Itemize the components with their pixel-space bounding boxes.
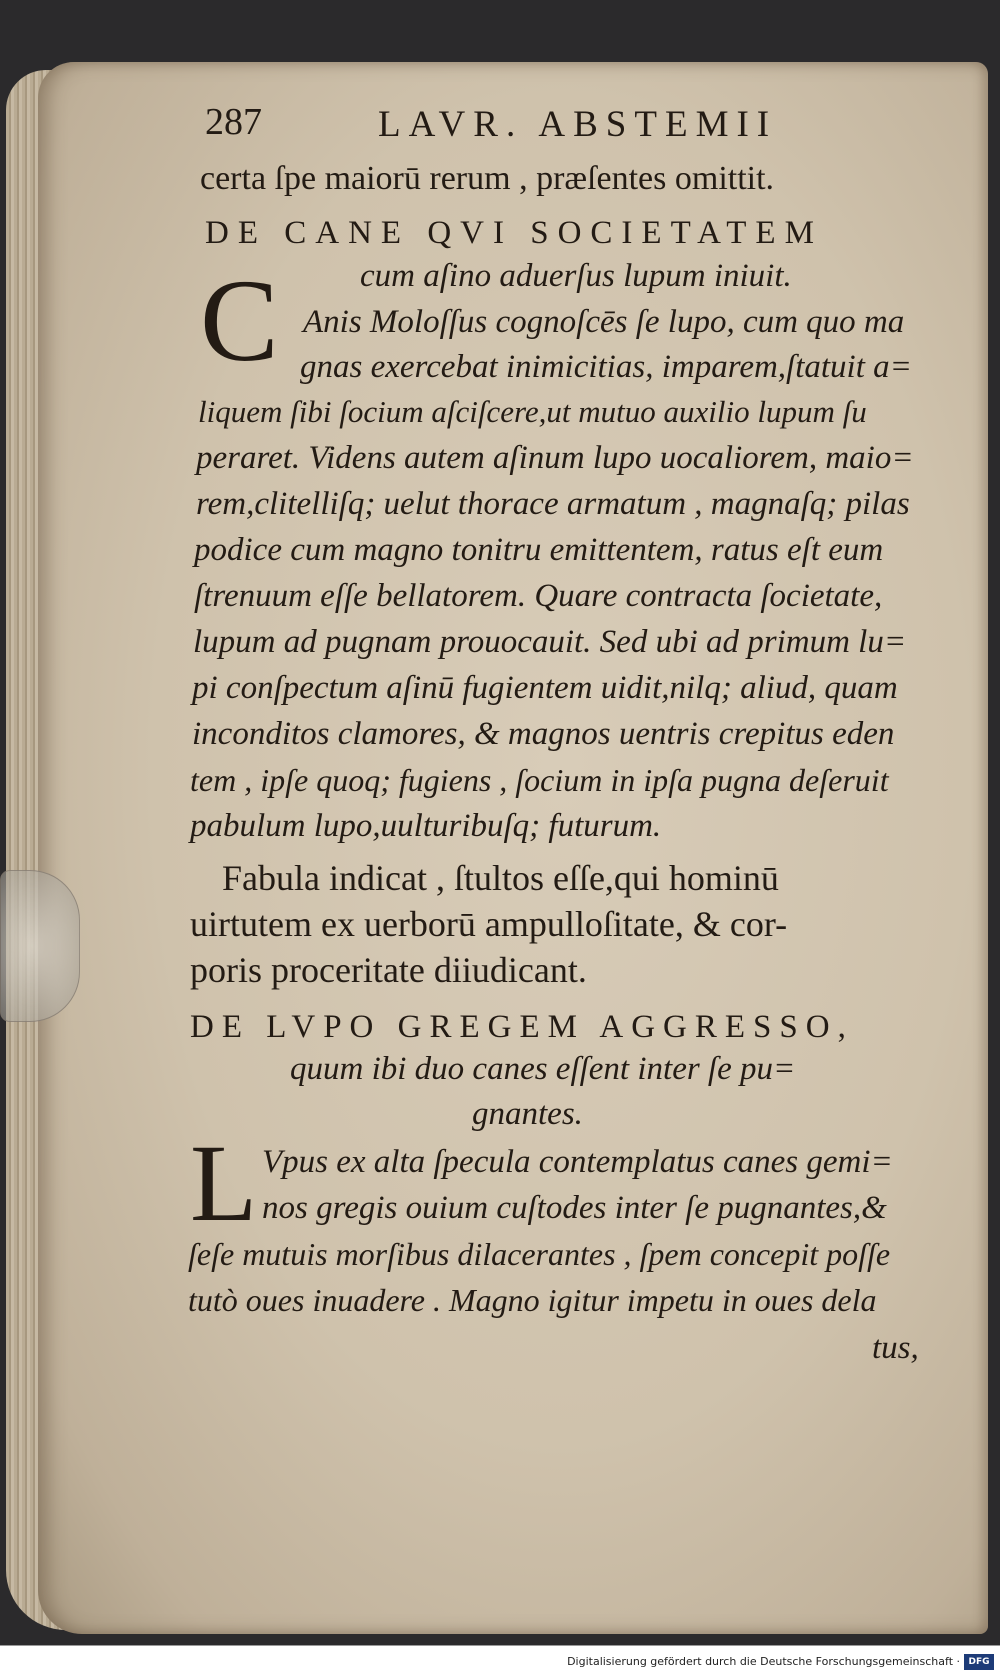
fable1-drop-cap: C [200, 255, 279, 386]
catchword: tus, [872, 1330, 919, 1366]
fable1-title-line1: DE CANE QVI SOCIETATEM [205, 215, 823, 251]
fable1-text-line: pabulum lupo,uulturibuſq; futurum. [190, 808, 662, 844]
fable2-text-line: tutò oues inuadere . Magno igitur impetu in oues dela [188, 1282, 877, 1318]
fable2-drop-cap: L [190, 1122, 258, 1244]
fable2-title-line1: DE LVPO GREGEM AGGRESSO, [190, 1009, 854, 1045]
fable1-text-line: Anis Moloſſus cognoſcēs ſe lupo, cum quo ma [303, 304, 905, 340]
fable1-text-line: podice cum magno tonitru emittentem, ratus eſt eum [194, 532, 884, 568]
funding-credit: Digitalisierung gefördert durch die Deutsche Forschungsgemeinschaft · [567, 1655, 960, 1668]
moral-line: uirtutem ex uerborū ampulloſitate, & cor- [190, 904, 788, 944]
carryover-line: certa ſpe maiorū rerum , præſentes omittit. [200, 160, 775, 197]
fable1-title-line2: cum aſino aduerſus lupum iniuit. [360, 258, 792, 294]
running-title: LAVR. ABSTEMII [378, 104, 778, 145]
fable2-title-line3: gnantes. [472, 1096, 583, 1132]
page-number: 287 [205, 101, 262, 143]
fable2-text-line: nos gregis ouium cuſtodes inter ſe pugnantes,& [262, 1190, 887, 1226]
fable1-text-line: gnas exercebat inimicitias, imparem,ſtatuit a= [300, 349, 912, 385]
fable1-text-line: lupum ad pugnam prouocauit. Sed ubi ad primum lu= [193, 624, 907, 660]
footer-strip [0, 1645, 1000, 1676]
book-page [38, 62, 988, 1634]
fable1-text-line: liquem ſibi ſocium aſciſcere,ut mutuo auxilio lupum ſu [198, 394, 867, 429]
fable1-text-line: pi conſpectum aſinū fugientem uidit,nilq; aliud, quam [192, 670, 898, 706]
moral-line: Fabula indicat , ſtultos eſſe,qui hominū [222, 858, 779, 898]
moral-line: poris proceritate diiudicant. [190, 950, 587, 990]
fable1-text-line: tem , ipſe quoq; fugiens , ſocium in ipſa pugna deſeruit [190, 762, 889, 798]
fable1-text-line: rem,clitelliſq; uelut thorace armatum , magnaſq; pilas [196, 486, 910, 522]
dfg-logo: DFG [964, 1654, 994, 1670]
page-clip [0, 870, 80, 1022]
fable1-text-line: peraret. Videns autem aſinum lupo uocaliorem, maio= [196, 440, 914, 476]
fable1-text-line: ſtrenuum eſſe bellatorem. Quare contracta ſocietate, [194, 578, 883, 614]
fable2-text-line: Vpus ex alta ſpecula contemplatus canes gemi= [262, 1144, 893, 1180]
fable1-text-line: inconditos clamores, & magnos uentris crepitus eden [192, 716, 895, 752]
fable2-title-line2: quum ibi duo canes eſſent inter ſe pu= [290, 1051, 796, 1087]
fable2-text-line: ſeſe mutuis morſibus dilacerantes , ſpem concepit poſſe [188, 1236, 891, 1272]
